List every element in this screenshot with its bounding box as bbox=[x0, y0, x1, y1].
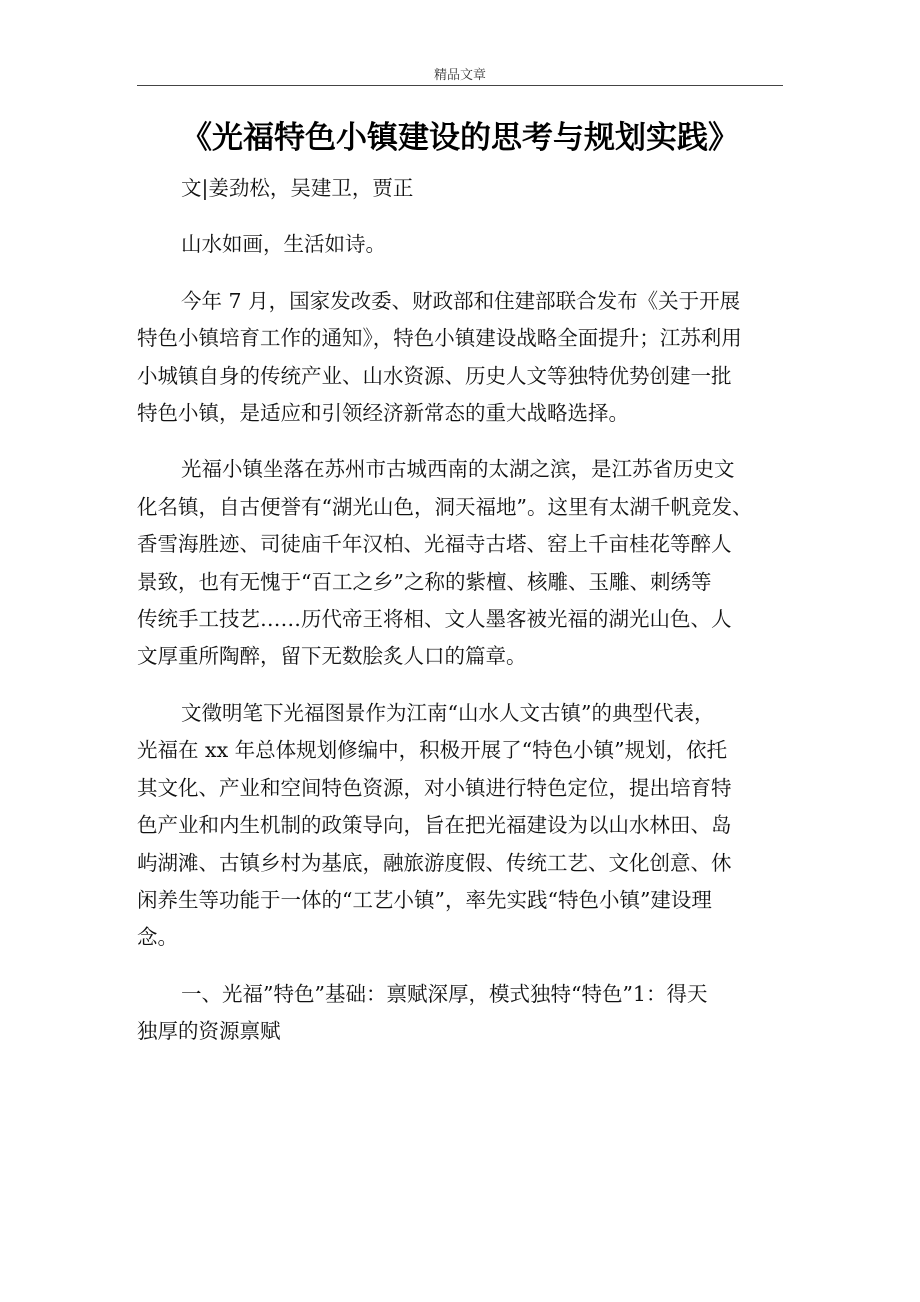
text-line: 香雪海胜迹、司徒庙千年汉柏、光福寺古塔、窑上千亩桂花等醉人 bbox=[137, 532, 732, 557]
text-line: 文徵明笔下光福图景作为江南“山水人文古镇”的典型代表， bbox=[181, 700, 715, 725]
text-line: 小城镇自身的传统产业、山水资源、历史人文等独特优势创建一批 bbox=[137, 363, 732, 388]
text-line: 今年 7 月，国家发改委、财政部和住建部联合发布《关于开展 bbox=[181, 288, 741, 313]
document-title: 《光福特色小镇建设的思考与规划实践》 bbox=[181, 120, 739, 156]
text-line: 色产业和内生机制的政策导向，旨在把光福建设为以山水林田、岛 bbox=[137, 813, 732, 838]
text-line: 景致，也有无愧于“百工之乡”之称的紫檀、核雕、玉雕、刺绣等 bbox=[137, 569, 712, 594]
text-line: 山水如画，生活如诗。 bbox=[181, 232, 386, 257]
text-line: 传统手工技艺……历代帝王将相、文人墨客被光福的湖光山色、人 bbox=[137, 607, 732, 632]
text-line: 一、光福”特色”基础：禀赋深厚，模式独特“特色”1：得天 bbox=[181, 981, 708, 1006]
text-line: 屿湖滩、古镇乡村为基底，融旅游度假、传统工艺、文化创意、休 bbox=[137, 850, 732, 875]
section-heading-paragraph bbox=[137, 976, 787, 1051]
text-line: 闲养生等功能于一体的“工艺小镇”，率先实践“特色小镇”建设理 bbox=[137, 887, 712, 912]
paragraph-policy bbox=[137, 283, 787, 433]
document-body bbox=[137, 170, 787, 1051]
page-header: 精品文章 bbox=[433, 68, 486, 83]
intro-paragraph bbox=[137, 226, 787, 263]
text-line: 光福在 xx 年总体规划修编中，积极开展了“特色小镇”规划，依托 bbox=[137, 738, 728, 763]
text-line: 文|姜劲松，吴建卫，贾正 bbox=[181, 176, 414, 200]
text-line: 念。 bbox=[137, 925, 178, 950]
byline-paragraph bbox=[137, 170, 787, 207]
text-line: 独厚的资源禀赋 bbox=[137, 1019, 281, 1044]
text-line: 化名镇，自古便誉有“湖光山色，洞天福地”。这里有太湖千帆竞发、 bbox=[137, 494, 753, 519]
paragraph-location bbox=[137, 451, 787, 675]
text-line: 特色小镇培育工作的通知》，特色小镇建设战略全面提升；江苏利用 bbox=[137, 326, 742, 351]
header-divider bbox=[137, 85, 783, 86]
paragraph-planning bbox=[137, 695, 787, 957]
text-line: 光福小镇坐落在苏州市古城西南的太湖之滨，是江苏省历史文 bbox=[181, 457, 735, 482]
text-line: 其文化、产业和空间特色资源，对小镇进行特色定位，提出培育特 bbox=[137, 775, 732, 800]
text-line: 文厚重所陶醉，留下无数脍炙人口的篇章。 bbox=[137, 644, 527, 669]
text-line: 特色小镇，是适应和引领经济新常态的重大战略选择。 bbox=[137, 401, 629, 426]
